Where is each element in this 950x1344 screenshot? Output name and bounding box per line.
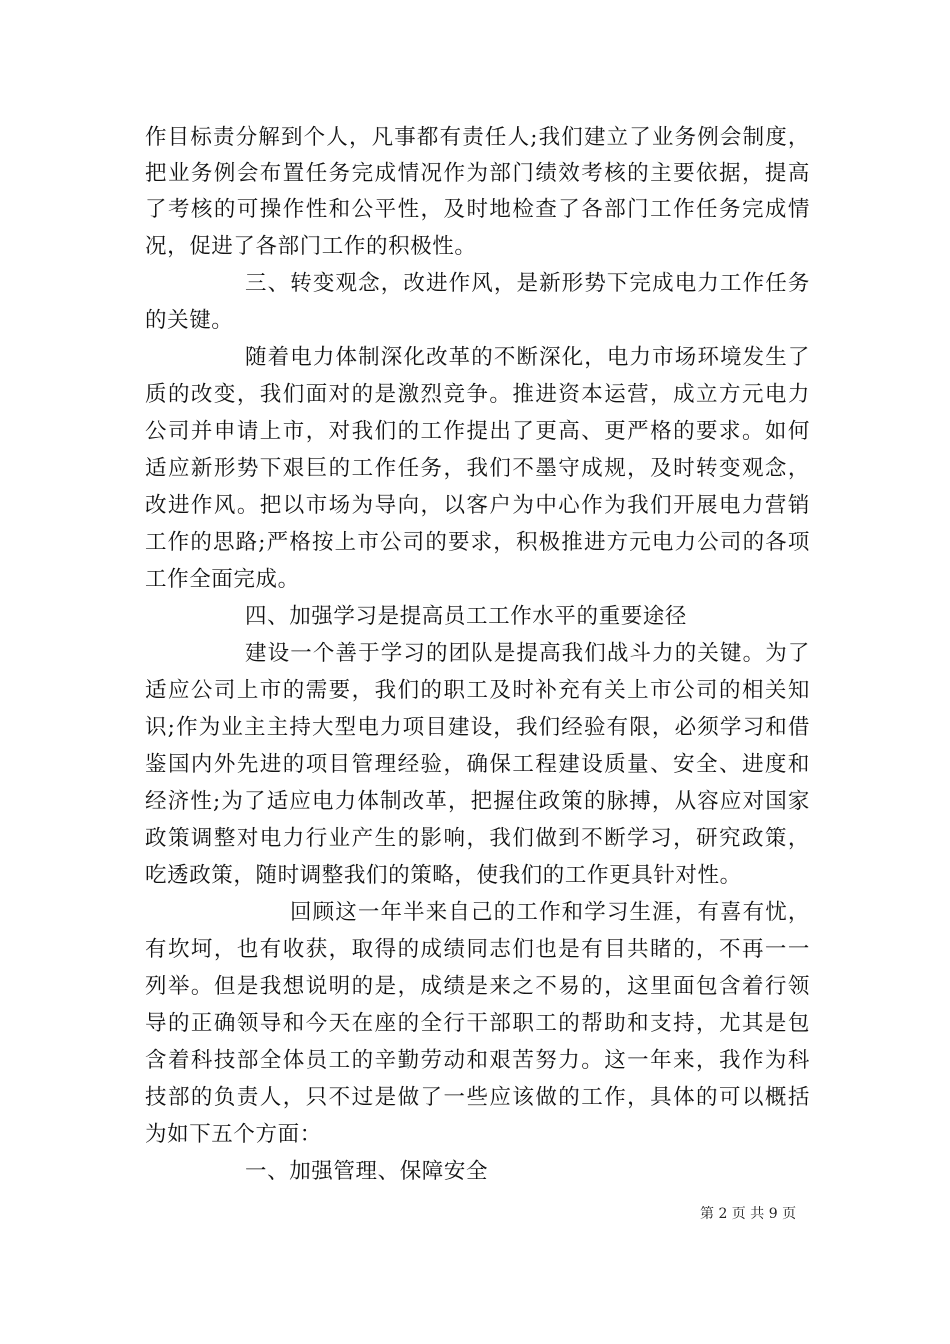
body-text-line: 有坎坷，也有收获，取得的成绩同志们也是有目共睹的，不再一一: [145, 937, 810, 962]
body-text-line: 工作的思路;严格按上市公司的要求，积极推进方元电力公司的各项: [145, 530, 810, 555]
body-text-line: 了考核的可操作性和公平性，及时地检查了各部门工作任务完成情: [145, 197, 810, 222]
page-number-footer: 第 2 页 共 9 页: [700, 1206, 797, 1222]
body-text-line: 作目标责分解到个人，凡事都有责任人;我们建立了业务例会制度，: [145, 125, 810, 150]
body-text-line: 列举。但是我想说明的是，成绩是来之不易的，这里面包含着行领: [145, 974, 810, 999]
body-text-line: 适应新形势下艰巨的工作任务，我们不墨守成规，及时转变观念，: [145, 456, 810, 481]
body-text-line: 为如下五个方面：: [145, 1122, 322, 1147]
section-heading-line: 一、加强管理、保障安全: [245, 1159, 489, 1184]
body-text-line: 鉴国内外先进的项目管理经验，确保工程建设质量、安全、进度和: [145, 752, 810, 777]
body-text-line: 改进作风。把以市场为导向，以客户为中心作为我们开展电力营销: [145, 493, 810, 518]
body-text-line: 政策调整对电力行业产生的影响，我们做到不断学习，研究政策，: [145, 826, 810, 851]
body-text-line: 工作全面完成。: [145, 567, 300, 592]
body-text-line: 况，促进了各部门工作的积极性。: [145, 234, 477, 259]
body-text-line: 质的改变，我们面对的是激烈竞争。推进资本运营，成立方元电力: [145, 382, 810, 407]
body-text-line: 经济性;为了适应电力体制改革，把握住政策的脉搏，从容应对国家: [145, 789, 810, 814]
body-text-line: 随着电力体制深化改革的不断深化，电力市场环境发生了: [245, 345, 810, 370]
body-text-line: 识;作为业主主持大型电力项目建设，我们经验有限，必须学习和借: [145, 715, 810, 740]
section-heading-line: 四、加强学习是提高员工工作水平的重要途径: [245, 604, 688, 629]
body-text-line: 导的正确领导和今天在座的全行干部职工的帮助和支持，尤其是包: [145, 1011, 810, 1036]
body-text-line: 含着科技部全体员工的辛勤劳动和艰苦努力。这一年来，我作为科: [145, 1048, 810, 1073]
section-heading-line: 的关键。: [145, 308, 234, 333]
body-text-line: 建设一个善于学习的团队是提高我们战斗力的关键。为了: [245, 641, 810, 666]
body-text-line: 技部的负责人，只不过是做了一些应该做的工作，具体的可以概括: [145, 1085, 810, 1110]
body-text-line: 适应公司上市的需要，我们的职工及时补充有关上市公司的相关知: [145, 678, 810, 703]
section-heading-line: 三、转变观念，改进作风，是新形势下完成电力工作任务: [245, 271, 810, 296]
body-text-line: 吃透政策，随时调整我们的策略，使我们的工作更具针对性。: [145, 863, 742, 888]
body-text-line: 把业务例会布置任务完成情况作为部门绩效考核的主要依据，提高: [145, 161, 810, 186]
body-text-line: 公司并申请上市，对我们的工作提出了更高、更严格的要求。如何: [145, 419, 810, 444]
body-text-line: 回顾这一年半来自己的工作和学习生涯，有喜有忧，: [290, 900, 810, 925]
